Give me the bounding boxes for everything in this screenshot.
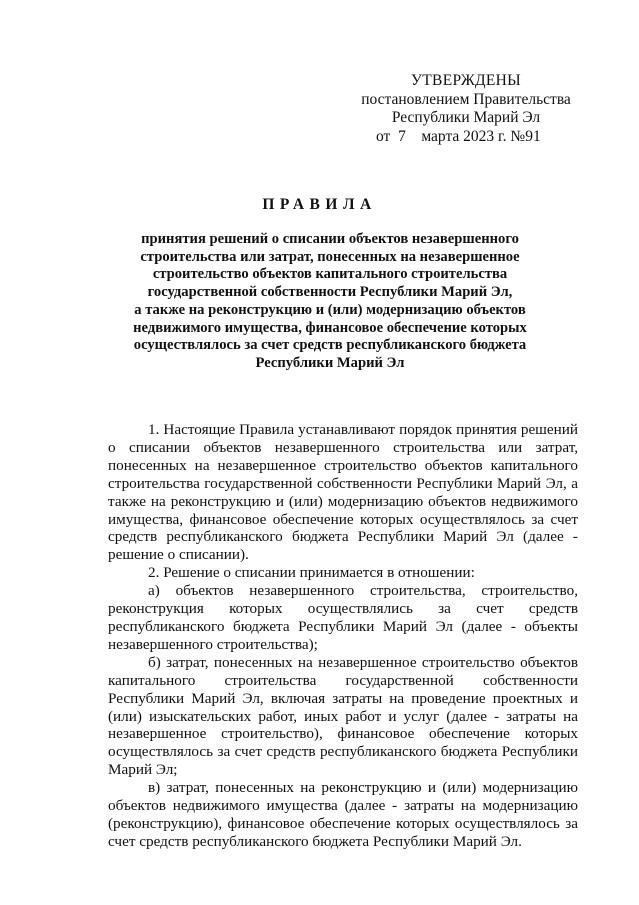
approval-date-line: от 7 марта 2023 г. №91 bbox=[376, 127, 541, 145]
approval-stamp: УТВЕРЖДЕНЫ bbox=[411, 72, 521, 89]
subtitle-line: государственной собственности Республики Марий Эл, bbox=[147, 284, 513, 301]
paragraph-2c: в) затрат, понесенных на реконструкцию и (или) модернизацию объектов недвижимого имущества (далее - затраты на модернизацию (реконструкцию), финансовое обеспечение которых осуществлялось за счет средств республиканского бюджета Республики Марий Эл. bbox=[108, 779, 578, 850]
subtitle-line: осуществлялось за счет средств республиканского бюджета bbox=[133, 337, 527, 354]
document-title: ПРАВИЛА bbox=[262, 196, 377, 213]
subtitle-line: а также на реконструкцию и (или) модернизацию объектов bbox=[134, 301, 526, 318]
subtitle-line: строительства или затрат, понесенных на незавершенное bbox=[140, 248, 520, 265]
document-subtitle bbox=[120, 231, 540, 373]
document-body bbox=[108, 421, 578, 851]
subtitle-line: Республики Марий Эл bbox=[255, 354, 405, 371]
approval-block bbox=[356, 72, 576, 146]
paragraph-1: 1. Настоящие Правила устанавливают порядок принятия решений о списании объектов незавершенного строительства или затрат, понесенных на незавершенное строительство объектов капитального строительства государственной собственности Республики Марий Эл, а также на реконструкцию и (или) модернизацию объектов недвижимого имущества, финансовое обеспечение которых осуществлялось за счет средств республиканского бюджета Республики Марий Эл (далее - решение о списании). bbox=[108, 421, 578, 564]
approval-republic-line: Республики Марий Эл bbox=[391, 109, 541, 126]
subtitle-line: строительство объектов капитального строительства bbox=[152, 266, 508, 283]
paragraph-2a: а) объектов незавершенного строительства, строительство, реконструкция которых осуществлялись за счет средств республиканского бюджета Республики Марий Эл (далее - объекты незавершенного строительства); bbox=[108, 582, 578, 653]
subtitle-line: недвижимого имущества, финансовое обеспечение которых bbox=[133, 319, 527, 336]
paragraph-2: 2. Решение о списании принимается в отношении: bbox=[148, 564, 475, 582]
paragraph-2b: б) затрат, понесенных на незавершенное строительство объектов капитального строительства государственной собственности Республики Марий Эл, включая затраты на проведение проектных и (или) изыскательских работ, иных работ и услуг (далее - затраты на незавершенное строительство), финансовое обеспечение которых осуществлялось за счет средств республиканского бюджета Республики Марий Эл; bbox=[108, 653, 578, 779]
subtitle-line: принятия решений о списании объектов незавершенного bbox=[141, 231, 519, 247]
approval-decree-line: постановлением Правительства bbox=[361, 90, 571, 108]
